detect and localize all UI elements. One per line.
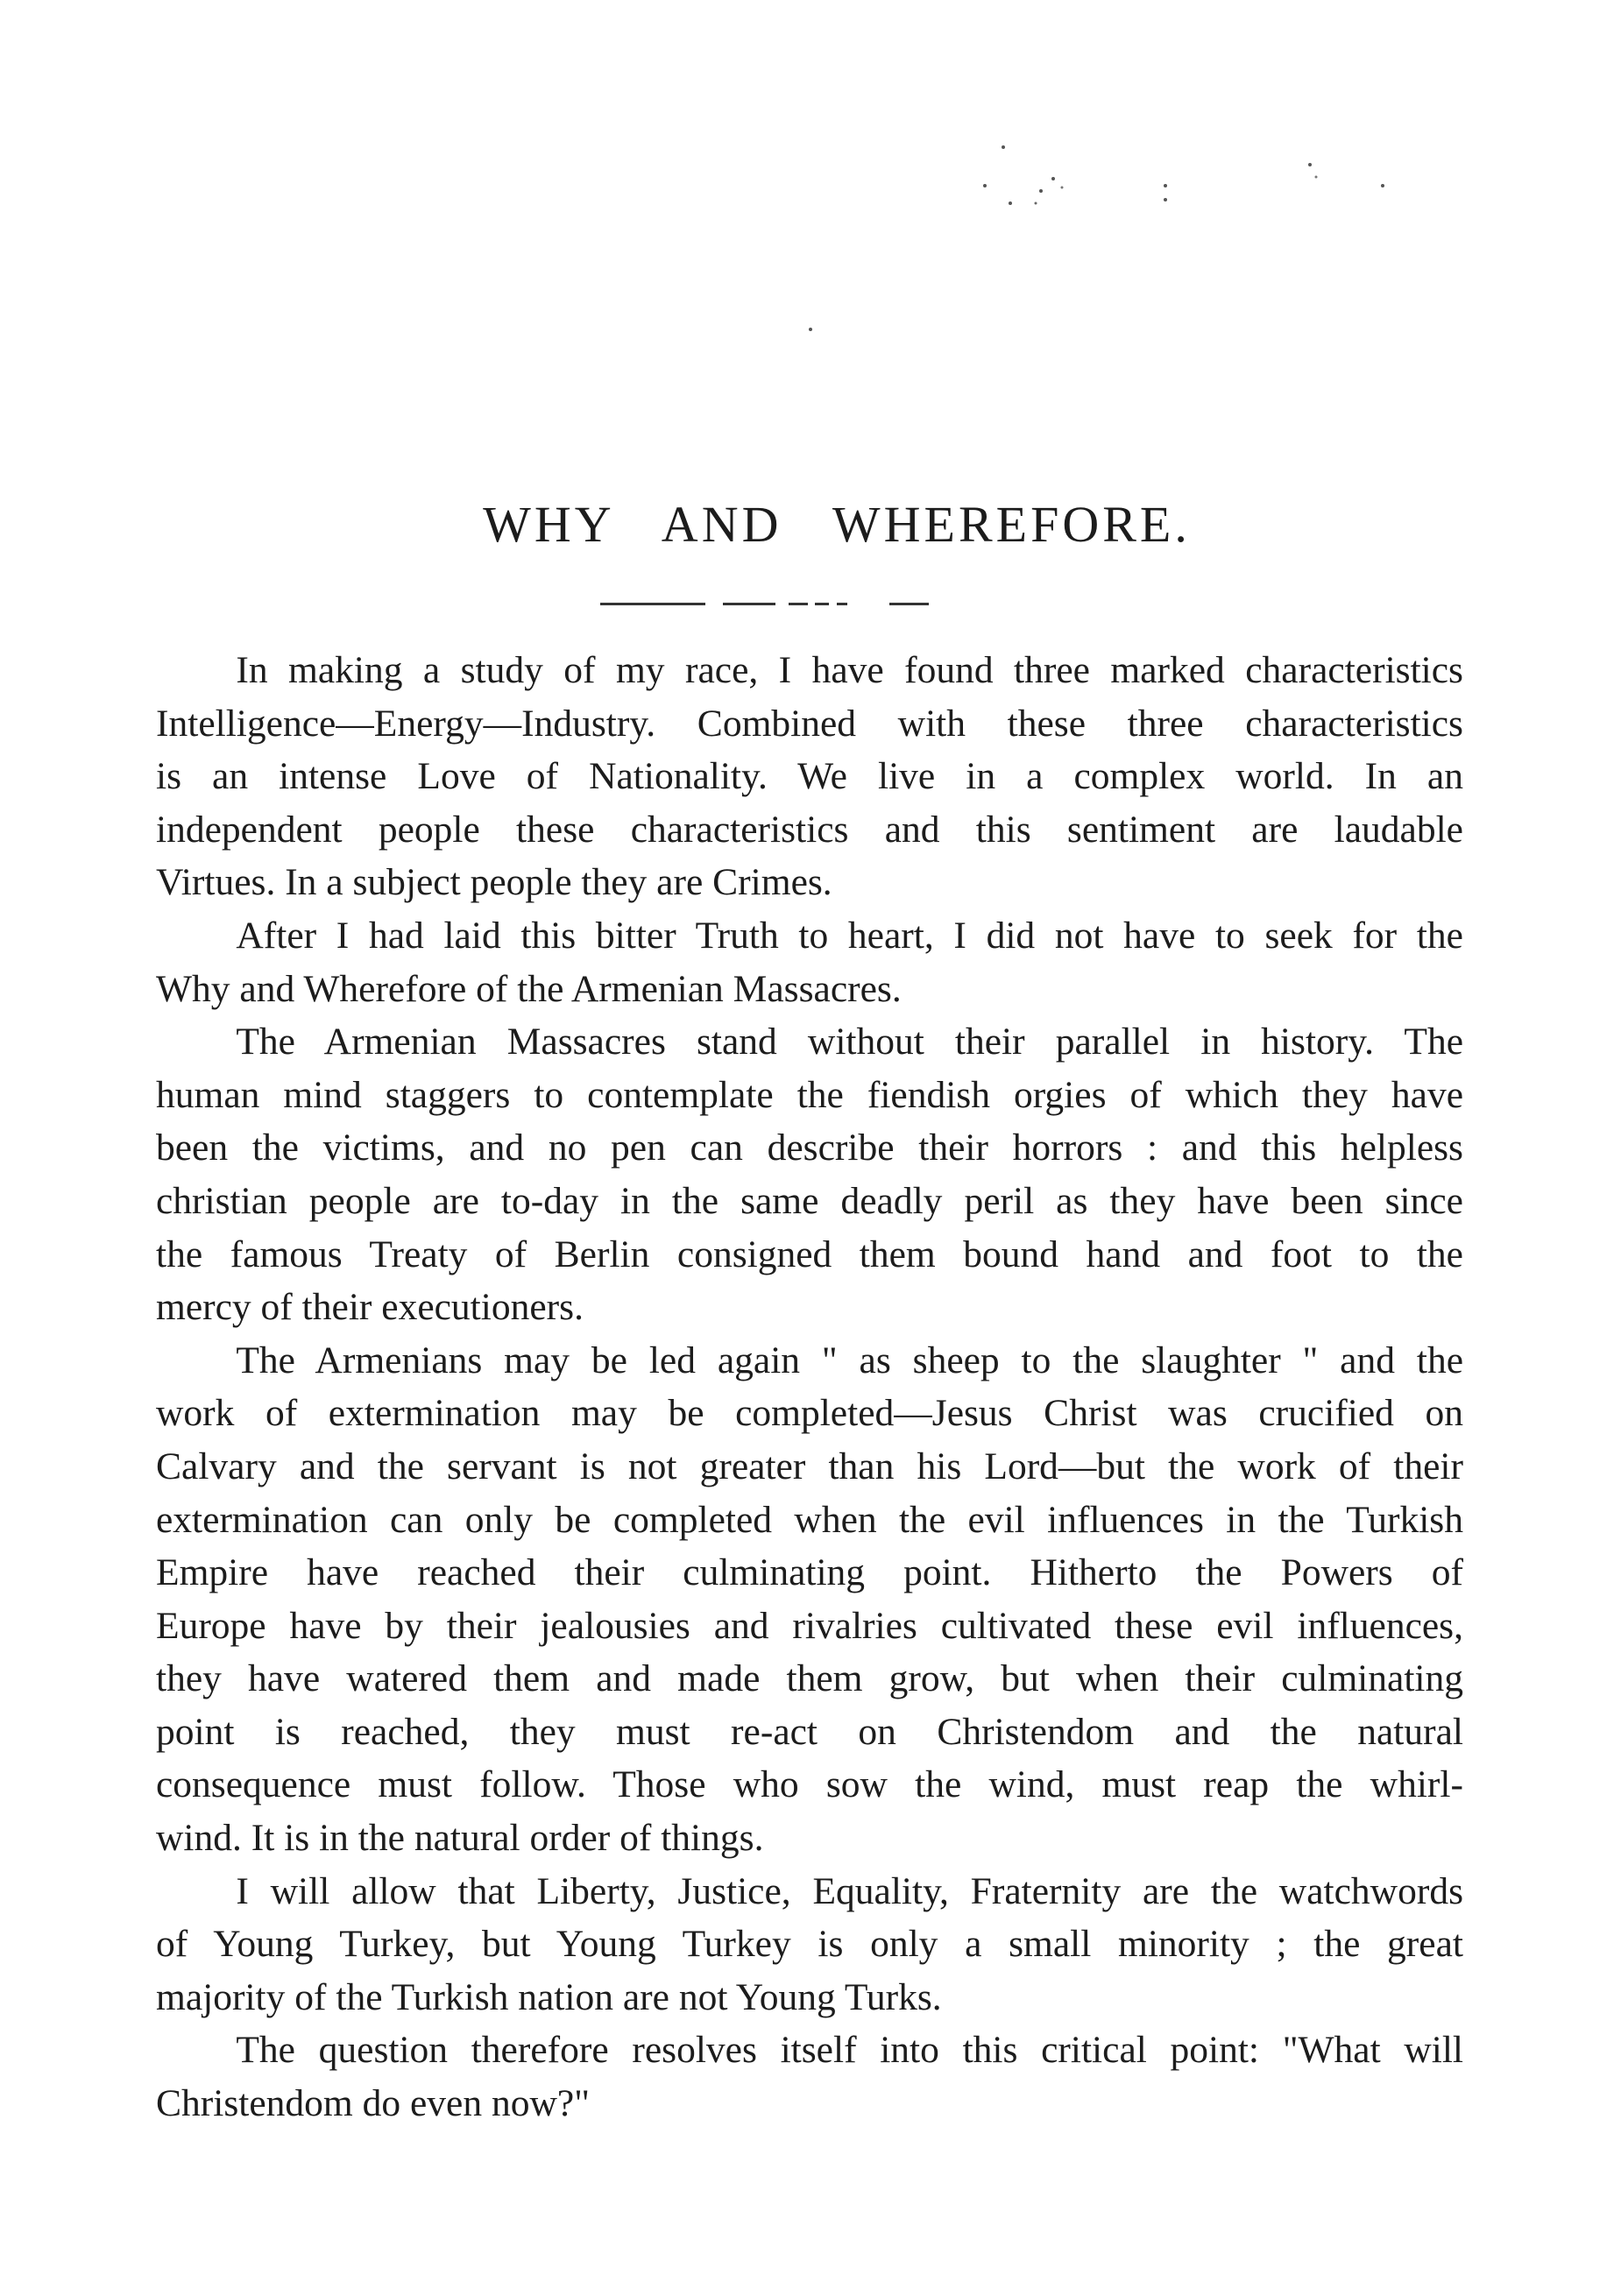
text-line: consequence must follow. Those who sow the wind, must reap the whirl-: [156, 1763, 1463, 1806]
text-line: human mind staggers to contemplate the fiendish orgies of which they have: [156, 1073, 1463, 1116]
speck: [983, 184, 987, 187]
speck: [1035, 202, 1037, 205]
scan-specks: [0, 0, 1621, 526]
title-ornament-rule: [600, 603, 933, 606]
text-line: of Young Turkey, but Young Turkey is only a small minority ; the great: [156, 1923, 1463, 1966]
text-line: mercy of their executioners.: [156, 1286, 584, 1329]
speck: [1315, 176, 1318, 179]
text-line: point is reached, they must re-act on Christendom and the natural: [156, 1710, 1463, 1753]
text-line: After I had laid this bitter Truth to heart, I did not have to seek for the: [236, 914, 1463, 957]
paragraph: [156, 1015, 1463, 1334]
speck: [1039, 189, 1043, 193]
rule-dash: [723, 603, 775, 605]
speck: [1381, 184, 1384, 187]
text-line: Empire have reached their culminating point. Hitherto the Powers of: [156, 1551, 1463, 1594]
rule-dash: [837, 603, 847, 605]
text-line: Why and Wherefore of the Armenian Massacres.: [156, 967, 902, 1010]
text-line: I will allow that Liberty, Justice, Equality, Fraternity are the watchwords: [236, 1869, 1463, 1912]
speck: [1164, 184, 1167, 187]
text-line: Intelligence—Energy—Industry. Combined with these three characteristics: [156, 702, 1463, 745]
text-line: Virtues. In a subject people they are Crimes.: [156, 861, 832, 904]
paragraph: [156, 909, 1463, 1015]
text-line: is an intense Love of Nationality. We live in a complex world. In an: [156, 755, 1463, 798]
text-line: christian people are to-day in the same deadly peril as they have been since: [156, 1179, 1463, 1222]
chapter-title: WHY AND WHEREFORE.: [483, 496, 1191, 553]
text-line: the famous Treaty of Berlin consigned them bound hand and foot to the: [156, 1233, 1463, 1275]
speck: [1061, 187, 1064, 189]
rule-dash: [889, 603, 929, 605]
rule-dash: [789, 603, 808, 605]
rule-dash: [600, 603, 705, 605]
paragraph: [156, 1334, 1463, 1865]
text-line: The Armenian Massacres stand without their parallel in history. The: [236, 1021, 1463, 1063]
paragraph: [156, 1865, 1463, 2024]
text-line: independent people these characteristics and this sentiment are laudable: [156, 808, 1463, 851]
speck: [1051, 177, 1055, 180]
speck: [1009, 201, 1012, 205]
text-line: been the victims, and no pen can describe their horrors : and this helpless: [156, 1127, 1463, 1169]
text-line: In making a study of my race, I have found three marked characteristics: [236, 649, 1463, 691]
speck: [809, 328, 812, 331]
text-line: Europe have by their jealousies and rivalries cultivated these evil influences,: [156, 1604, 1463, 1647]
text-line: The Armenians may be led again " as sheep to the slaughter " and the: [236, 1339, 1463, 1381]
text-line: they have watered them and made them grow, but when their culminating: [156, 1657, 1463, 1700]
text-line: Christendom do even now?": [156, 2082, 590, 2125]
text-line: extermination can only be completed when the evil influences in the Turkish: [156, 1498, 1463, 1541]
text-line: work of extermination may be completed—Jesus Christ was crucified on: [156, 1392, 1463, 1435]
speck: [1002, 145, 1005, 149]
paragraph: [156, 644, 1463, 909]
text-line: wind. It is in the natural order of things.: [156, 1817, 764, 1860]
speck: [1308, 163, 1312, 166]
body-text: [156, 644, 1463, 2130]
text-line: majority of the Turkish nation are not Young Turks.: [156, 1975, 942, 2018]
speck: [1164, 198, 1167, 201]
text-line: Calvary and the servant is not greater than his Lord—but the work of their: [156, 1445, 1463, 1487]
rule-dash: [815, 603, 829, 605]
paragraph: [156, 2024, 1463, 2130]
text-line: The question therefore resolves itself into this critical point: "What will: [236, 2029, 1463, 2072]
